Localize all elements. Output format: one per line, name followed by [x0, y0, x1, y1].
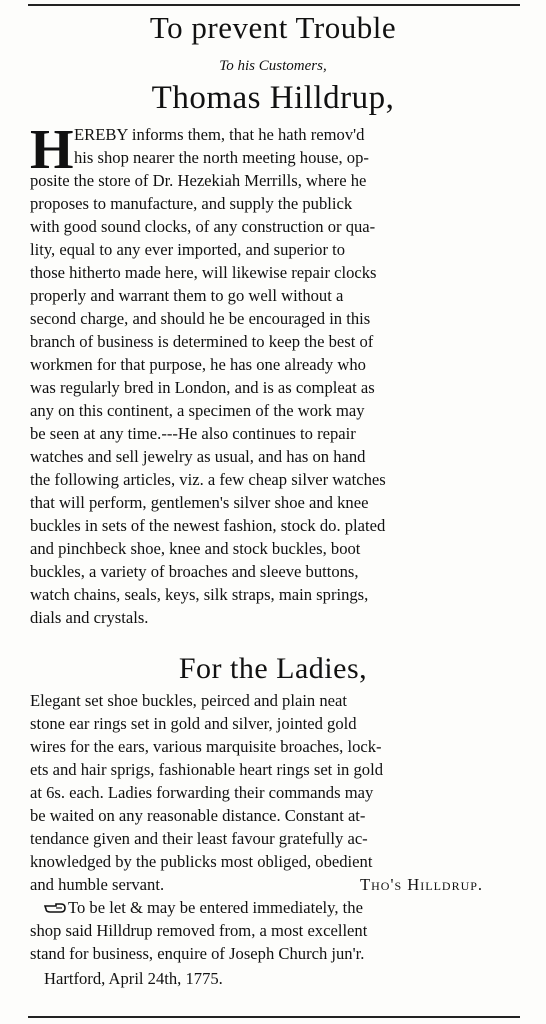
- notice-line: those hitherto made here, will likewise repair clocks: [30, 263, 377, 282]
- notice-line: EREBY informs them, that he hath remov'd: [74, 125, 365, 144]
- dateline: Hartford, April 24th, 1775.: [44, 969, 223, 988]
- pointing-hand-icon: [44, 901, 66, 915]
- ad-subtitle: To his Customers,: [219, 58, 327, 74]
- notice-line: buckles in sets of the newest fashion, stock do. plated: [30, 516, 386, 535]
- notice-line: the following articles, viz. a few cheap silver watches: [30, 470, 386, 489]
- notice-line: watch chains, seals, keys, silk straps, main springs,: [30, 585, 369, 604]
- ladies-line: be waited on any reasonable distance. Constant at-: [30, 806, 366, 825]
- ladies-heading: For the Ladies,: [178, 652, 368, 685]
- ladies-line: tendance given and their least favour gratefully ac-: [30, 829, 368, 848]
- notice-line: and pinchbeck shoe, knee and stock buckles, boot: [30, 539, 361, 558]
- ladies-line: stone ear rings set in gold and silver, jointed gold: [30, 714, 357, 733]
- notice-line: lity, equal to any ever imported, and superior to: [30, 240, 346, 259]
- notice-line: any on this continent, a specimen of the work may: [30, 401, 365, 420]
- ladies-line: at 6s. each. Ladies forwarding their commands may: [30, 783, 374, 802]
- notice-line: buckles, a variety of broaches and sleeve buttons,: [30, 562, 359, 581]
- notice-line: with good sound clocks, of any construction or qua-: [30, 217, 376, 236]
- ladies-line: ets and hair sprigs, fashionable heart rings set in gold: [30, 760, 383, 779]
- notice-line: second charge, and should he be encouraged in this: [30, 309, 371, 328]
- drop-cap: H: [30, 119, 74, 181]
- notice-line: branch of business is determined to keep the best of: [30, 332, 374, 351]
- notice-line: his shop nearer the north meeting house, op-: [74, 148, 369, 167]
- top-rule: [28, 4, 520, 6]
- notice-line: proposes to manufacture, and supply the publick: [30, 194, 353, 213]
- notice-line: posite the store of Dr. Hezekiah Merrills, where he: [30, 171, 367, 190]
- notice-line: workmen for that purpose, he has one already who: [30, 355, 366, 374]
- to-let-line: stand for business, enquire of Joseph Church jun'r.: [30, 944, 365, 963]
- notice-line: was regularly bred in London, and is as compleat as: [30, 378, 375, 397]
- notice-line: watches and sell jewelry as usual, and has on hand: [30, 447, 366, 466]
- to-let-line: [44, 897, 363, 919]
- ad-title: To prevent Trouble: [149, 10, 397, 45]
- ladies-line: Elegant set shoe buckles, peirced and plain neat: [30, 691, 348, 710]
- bottom-rule: [28, 1016, 520, 1018]
- to-let-text: To be let & may be entered immediately, the: [68, 898, 363, 917]
- ladies-line: knowledged by the publicks most obliged, obedient: [30, 852, 373, 871]
- notice-line: properly and warrant them to go well without a: [30, 286, 344, 305]
- signature: Tho's Hilldrup.: [360, 875, 484, 894]
- ladies-line: and humble servant.: [30, 875, 165, 894]
- notice-line: dials and crystals.: [30, 608, 149, 627]
- advertiser-name: Thomas Hilldrup,: [151, 80, 395, 116]
- notice-line: that will perform, gentlemen's silver shoe and knee: [30, 493, 369, 512]
- notice-line: be seen at any time.---He also continues to repair: [30, 424, 356, 443]
- ladies-line: wires for the ears, various marquisite broaches, lock-: [30, 737, 382, 756]
- to-let-line: shop said Hilldrup removed from, a most excellent: [30, 921, 368, 940]
